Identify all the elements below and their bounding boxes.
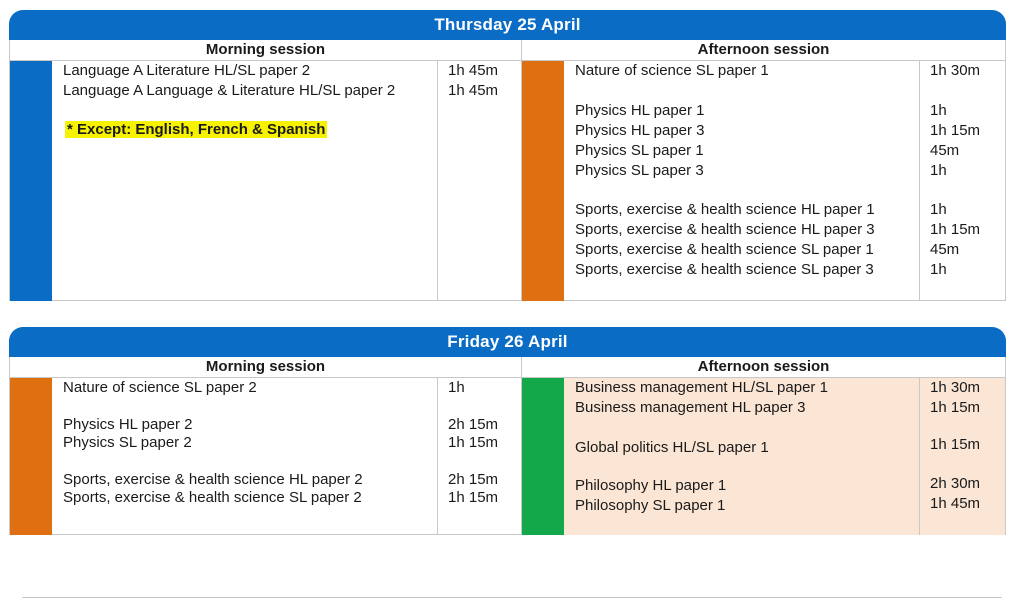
subject-line: Business management HL paper 3 [575, 399, 806, 416]
session-body [522, 61, 1005, 301]
sessions-row [9, 40, 1006, 301]
subject-color-bar [522, 61, 564, 301]
session-content [564, 61, 1005, 301]
duration: 45m [930, 241, 960, 258]
session-content [52, 378, 521, 535]
duration: 1h 15m [448, 434, 499, 451]
subject-line: Physics SL paper 2 [63, 434, 192, 451]
duration-column-divider [919, 61, 920, 301]
duration: 2h 15m [448, 471, 499, 488]
subject-line: Sports, exercise & health science HL paper 1 [575, 201, 875, 218]
duration: 1h 45m [930, 495, 981, 512]
duration: 1h [448, 379, 465, 396]
subject-color-bar [522, 378, 564, 535]
subject-line: Nature of science SL paper 1 [575, 62, 769, 79]
day-title: Friday 26 April [9, 327, 1006, 357]
subject-line: Physics HL paper 1 [575, 102, 705, 119]
subject-line: Philosophy HL paper 1 [575, 477, 727, 494]
afternoon-session [522, 357, 1006, 535]
subject-line: Physics SL paper 1 [575, 142, 704, 159]
day-title: Thursday 25 April [9, 10, 1006, 40]
subject-line: Nature of science SL paper 2 [63, 379, 257, 396]
duration-column-divider [437, 61, 438, 301]
duration: 45m [930, 142, 960, 159]
subject-line: Physics HL paper 3 [575, 122, 705, 139]
session-body [10, 61, 521, 301]
duration: 1h 30m [930, 62, 981, 79]
duration: 1h [930, 201, 947, 218]
session-title: Afternoon session [522, 40, 1005, 61]
subject-line: Physics HL paper 2 [63, 416, 193, 433]
session-body [522, 378, 1005, 535]
subject-line: Language A Language & Literature HL/SL paper 2 [63, 82, 396, 99]
duration: 1h 30m [930, 379, 981, 396]
day-block-thursday [9, 10, 1006, 301]
subject-line: Sports, exercise & health science HL paper 2 [63, 471, 363, 488]
subject-line: Sports, exercise & health science HL paper 3 [575, 221, 875, 238]
session-title: Afternoon session [522, 357, 1005, 378]
day-block-friday [9, 327, 1006, 535]
subject-line: Sports, exercise & health science SL paper 2 [63, 489, 362, 506]
duration: 1h 15m [930, 122, 981, 139]
highlighted-note: * Except: English, French & Spanish [67, 121, 326, 138]
duration: 1h [930, 162, 947, 179]
duration: 1h 15m [930, 221, 981, 238]
subject-line: Business management HL/SL paper 1 [575, 379, 828, 396]
session-content [564, 378, 1005, 535]
duration-column-divider [437, 378, 438, 535]
duration: 1h 15m [448, 489, 499, 506]
duration: 1h [930, 261, 947, 278]
subject-line: Sports, exercise & health science SL paper 3 [575, 261, 874, 278]
bottom-divider [22, 597, 1002, 598]
subject-color-bar [10, 378, 52, 535]
duration: 1h 45m [448, 62, 499, 79]
subject-line: Sports, exercise & health science SL paper 1 [575, 241, 874, 258]
morning-session [9, 357, 522, 535]
afternoon-session [522, 40, 1006, 301]
duration: 2h 15m [448, 416, 499, 433]
duration: 1h 15m [930, 436, 981, 453]
subject-line: Global politics HL/SL paper 1 [575, 439, 769, 456]
session-content [52, 61, 521, 301]
duration: 1h 45m [448, 82, 499, 99]
subject-line: Philosophy SL paper 1 [575, 497, 726, 514]
duration: 1h 15m [930, 399, 981, 416]
exception-note [65, 121, 327, 139]
morning-session [9, 40, 522, 301]
subject-line: Physics SL paper 3 [575, 162, 704, 179]
duration: 1h [930, 102, 947, 119]
subject-line: Language A Literature HL/SL paper 2 [63, 62, 311, 79]
sessions-row [9, 357, 1006, 535]
session-title: Morning session [10, 40, 521, 61]
session-body [10, 378, 521, 535]
subject-color-bar [10, 61, 52, 301]
duration-column-divider [919, 378, 920, 535]
session-title: Morning session [10, 357, 521, 378]
duration: 2h 30m [930, 475, 981, 492]
